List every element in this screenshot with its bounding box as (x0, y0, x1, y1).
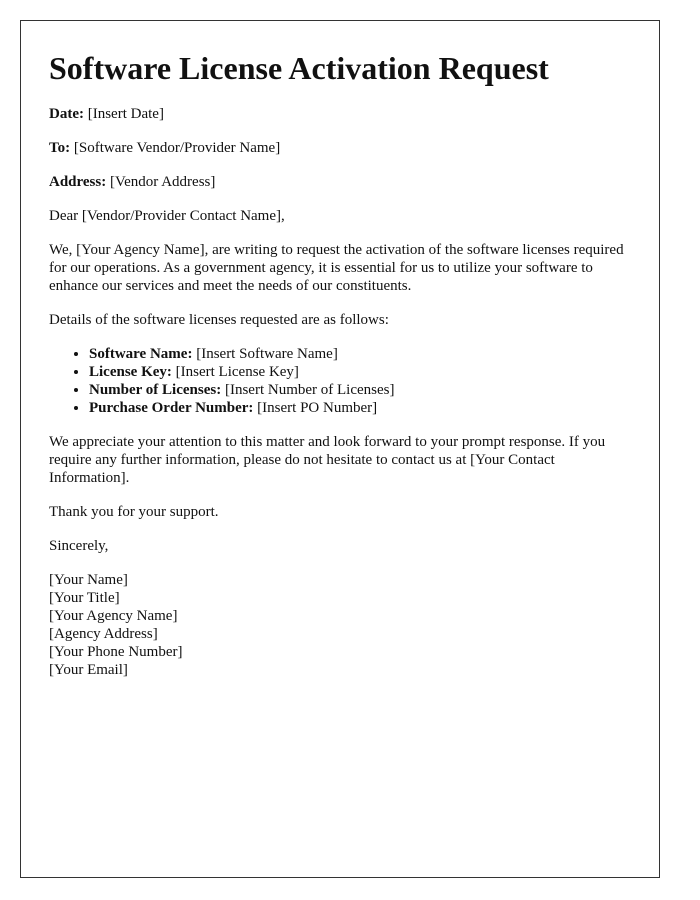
salutation: Dear [Vendor/Provider Contact Name], (49, 208, 285, 224)
date-value: [Insert Date] (87, 106, 164, 122)
software-name-label: Software Name: (89, 346, 193, 362)
list-item (89, 345, 631, 363)
license-details-list (49, 345, 631, 417)
letter-page (20, 20, 660, 878)
to-label: To: (49, 140, 71, 156)
number-of-licenses-value: [Insert Number of Licenses] (224, 382, 395, 398)
list-item (89, 381, 631, 399)
number-of-licenses-label: Number of Licenses: (89, 382, 222, 398)
address-label: Address: (49, 174, 107, 190)
signature-name: [Your Name] (49, 572, 128, 588)
signature-address: [Agency Address] (49, 626, 158, 642)
signature-agency: [Your Agency Name] (49, 608, 178, 624)
to-value: [Software Vendor/Provider Name] (73, 140, 281, 156)
appreciation-paragraph: We appreciate your attention to this matter and look forward to your prompt response. If you require any further information, please do not hesitate to contact us at [Your Contact Information]. (49, 434, 606, 486)
thanks-paragraph: Thank you for your support. (49, 504, 219, 520)
date-label: Date: (49, 106, 84, 122)
signature-phone: [Your Phone Number] (49, 644, 183, 660)
po-number-label: Purchase Order Number: (89, 400, 254, 416)
signature-title: [Your Title] (49, 590, 120, 606)
details-intro: Details of the software licenses requested are as follows: (49, 312, 389, 328)
page-title: Software License Activation Request (49, 50, 549, 86)
closing: Sincerely, (49, 538, 109, 554)
list-item (89, 363, 631, 381)
address-value: [Vendor Address] (109, 174, 216, 190)
intro-paragraph: We, [Your Agency Name], are writing to request the activation of the software licenses required for our operations. As a government agency, it is essential for us to utilize your software to enhance our services and meet the needs of our constituents. (49, 242, 624, 294)
license-key-label: License Key: (89, 364, 172, 380)
signature-block (49, 571, 631, 679)
date-line (49, 105, 631, 123)
license-key-value: [Insert License Key] (175, 364, 299, 380)
po-number-value: [Insert PO Number] (257, 400, 378, 416)
list-item (89, 399, 631, 417)
address-line (49, 173, 631, 191)
to-line (49, 139, 631, 157)
software-name-value: [Insert Software Name] (196, 346, 338, 362)
signature-email: [Your Email] (49, 662, 128, 678)
